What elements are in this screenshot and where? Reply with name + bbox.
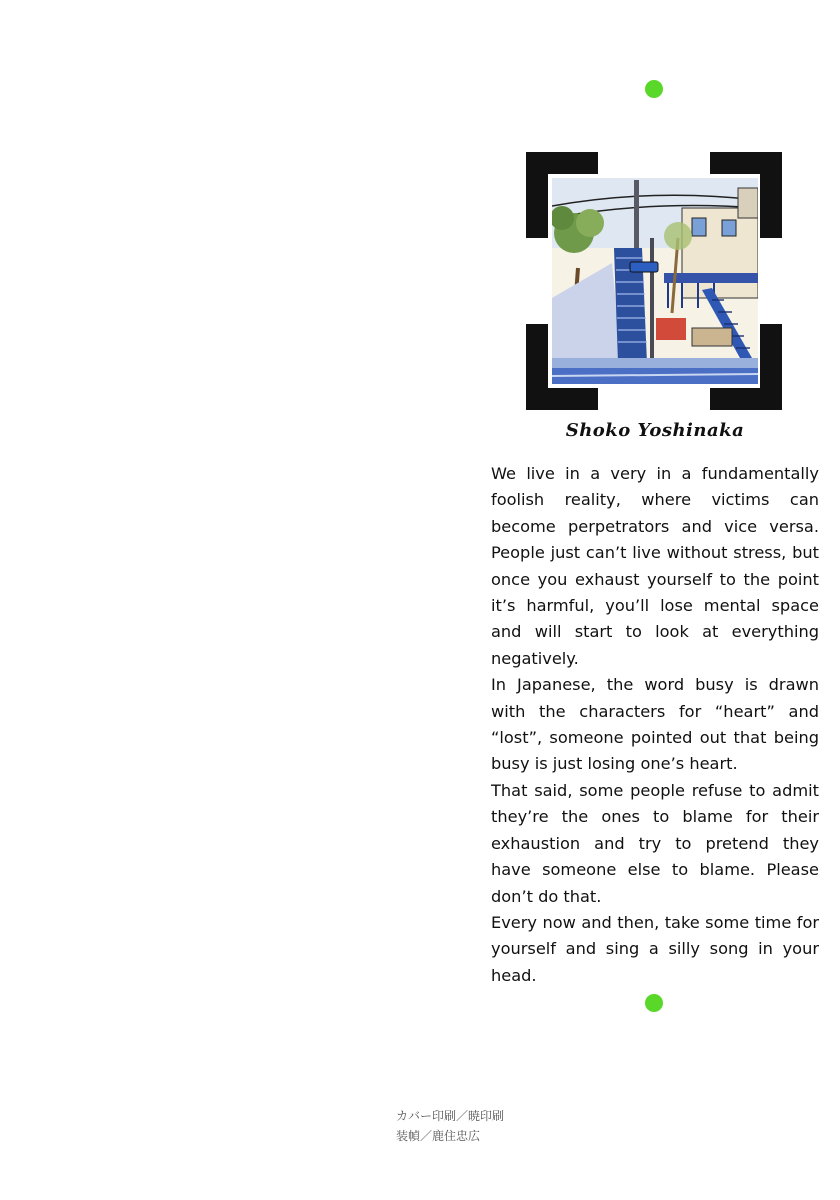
- print-credits: [396, 1106, 504, 1146]
- street-scene-illustration: [552, 178, 758, 384]
- author-portrait-frame: [526, 152, 782, 410]
- essay-paragraph: In Japanese, the word busy is drawn with the characters for “heart” and “lost”, someone pointed out that being busy is just losing one’s heart.: [491, 675, 819, 774]
- essay-paragraph: That said, some people refuse to admit they’re the ones to blame for their exhaustion and try to pretend they have someone else to blame. Please don’t do that.: [491, 780, 819, 906]
- green-dot-top-icon: [645, 80, 663, 98]
- essay-paragraph: We live in a very in a fundamentally foolish reality, where victims can become perpetrators and vice versa. People just can’t live without stress, but once you exhaust yourself to the point it’s harmful, you’ll lose mental space and will start to look at everything negatively.: [491, 464, 819, 668]
- essay-paragraph: Every now and then, take some time for yourself and sing a silly song in your head.: [491, 912, 819, 985]
- binding-design-credit: 装幀／鹿住忠広: [396, 1129, 481, 1143]
- author-essay: [491, 461, 819, 989]
- green-dot-bottom-icon: [645, 994, 663, 1012]
- author-name: Shoko Yoshinaka: [565, 420, 745, 441]
- cover-printing-credit: カバー印刷／暁印刷: [396, 1109, 505, 1123]
